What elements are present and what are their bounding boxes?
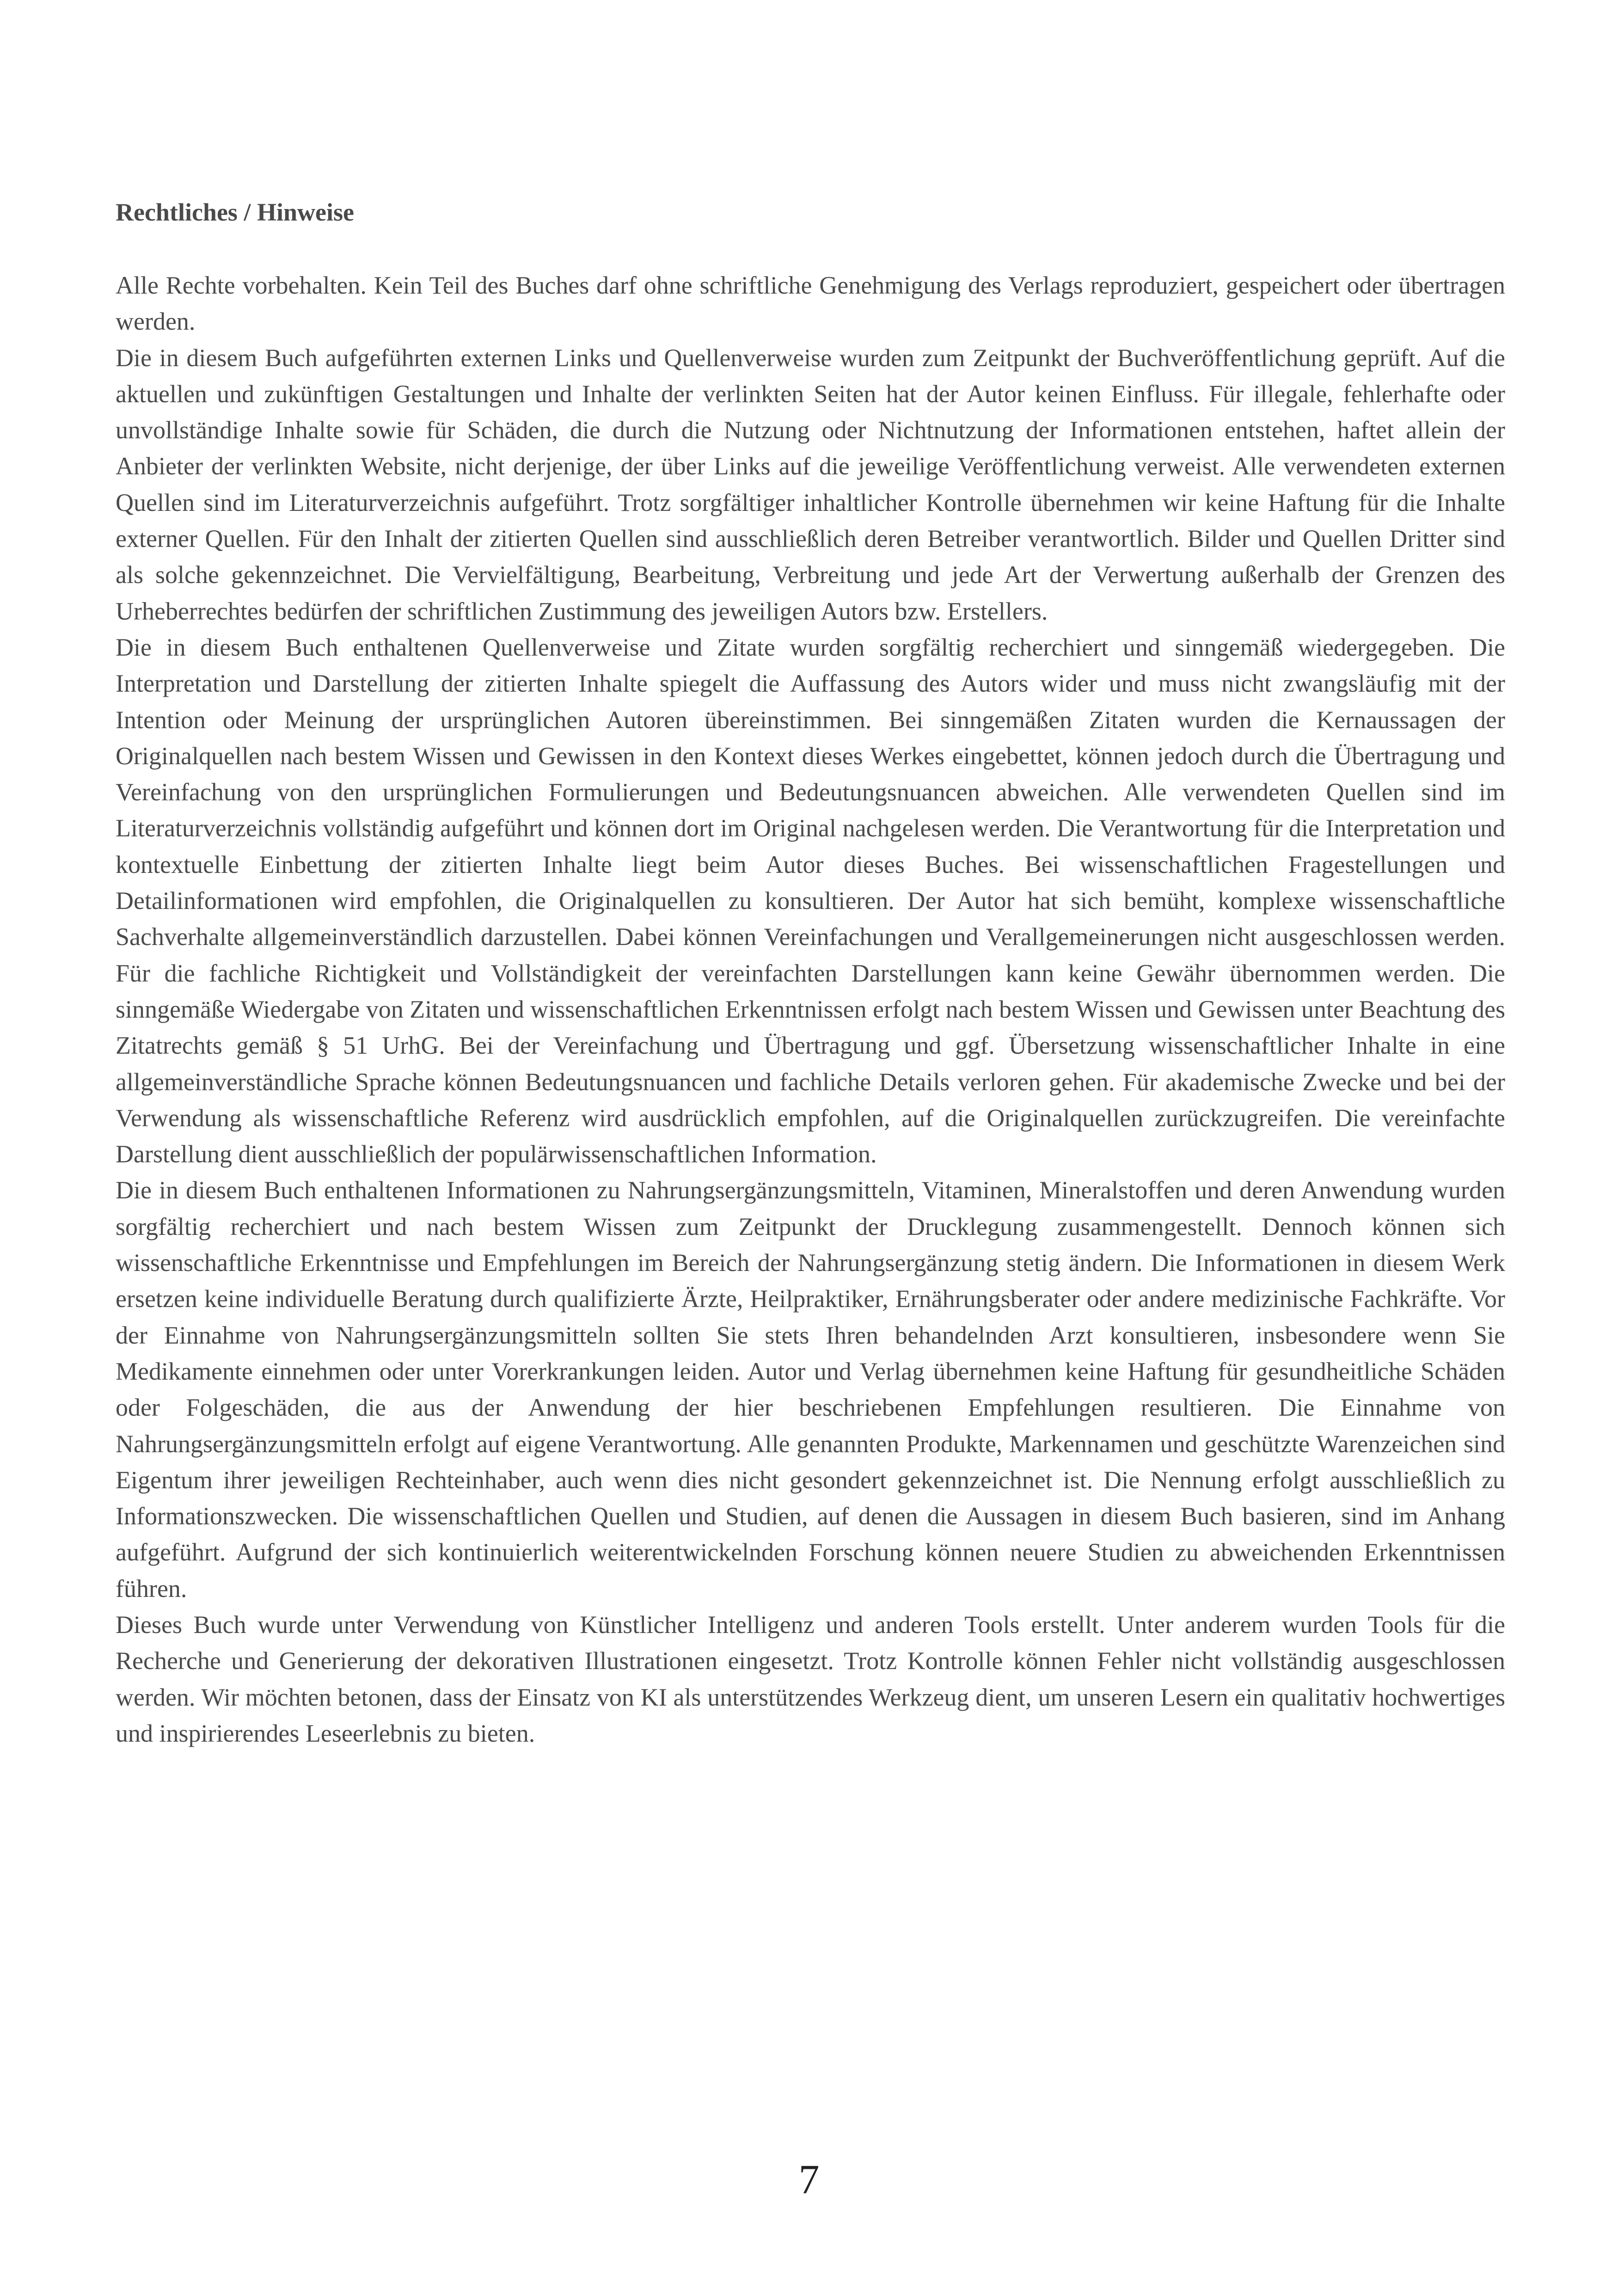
paragraph-external-links: Die in diesem Buch aufgeführten externen Links und Quellenverweise wurden zum Zeitpunkt der Buchveröffentlichung geprüft. Auf die aktuellen und zukünftigen Gestaltungen und Inhalte der verlinkten Seiten hat der Autor keinen Einfluss. Für illegale, fehlerhafte oder unvollständige Inhalte sowie für Schäden, die durch die Nutzung oder Nichtnutzung der Informationen entstehen, haftet allein der Anbieter der verlinkten Website, nicht derjenige, der über Links auf die jeweilige Veröffentlichung verweist. Alle verwendeten externen Quellen sind im Literaturverzeichnis aufgeführt. Trotz sorgfältiger inhaltlicher Kontrolle übernehmen wir keine Haftung für die Inhalte externer Quellen. Für den Inhalt der zitierten Quellen sind ausschließlich deren Betreiber verantwortlich. Bilder und Quellen Dritter sind als solche gekennzeichnet. Die Vervielfältigung, Bearbeitung, Verbreitung und jede Art der Verwertung außerhalb der Grenzen des Urheberrechtes bedürfen der schriftlichen Zustimmung des jeweiligen Autors bzw. Erstellers. [116,344,1505,625]
paragraph-copyright: Alle Rechte vorbehalten. Kein Teil des Buches darf ohne schriftliche Genehmigung des Verlags reproduziert, gespeichert oder übertragen werden. [116,271,1505,336]
page-number: 7 [798,2157,820,2203]
paragraph-ai-notice: Dieses Buch wurde unter Verwendung von Künstlicher Intelligenz und anderen Tools erstellt. Unter anderem wurden Tools für die Recherche und Generierung der dekorativen Illustrationen eingesetzt. Trotz Kontrolle können Fehler nicht vollständig ausgeschlossen werden. Wir möchten betonen, dass der Einsatz von KI als unterstützendes Werkzeug dient, um unseren Lesern ein qualitativ hochwertiges und inspirierendes Leseerlebnis zu bieten. [116,1610,1505,1747]
section-heading: Rechtliches / Hinweise [116,198,354,226]
paragraph-supplements-disclaimer: Die in diesem Buch enthaltenen Informationen zu Nahrungsergänzungsmitteln, Vitaminen, Mineralstoffen und deren Anwendung wurden sorgfältig recherchiert und nach bestem Wissen zum Zeitpunkt der Drucklegung zusammengestellt. Dennoch können sich wissenschaftliche Erkenntnisse und Empfehlungen im Bereich der Nahrungsergänzung stetig ändern. Die Informationen in diesem Werk ersetzen keine individuelle Beratung durch qualifizierte Ärzte, Heilpraktiker, Ernährungsberater oder andere medizinische Fachkräfte. Vor der Einnahme von Nahrungsergänzungsmitteln sollten Sie stets Ihren behandelnden Arzt konsultieren, insbesondere wenn Sie Medikamente einnehmen oder unter Vorerkrankungen leiden. Autor und Verlag übernehmen keine Haftung für gesundheitliche Schäden oder Folgeschäden, die aus der Anwendung der hier beschriebenen Empfehlungen resultieren. Die Einnahme von Nahrungsergänzungsmitteln erfolgt auf eigene Verantwortung. Alle genannten Produkte, Markennamen und geschützte Warenzeichen sind Eigentum ihrer jeweiligen Rechteinhaber, auch wenn dies nicht gesondert gekennzeichnet ist. Die Nennung erfolgt ausschließlich zu Informationszwecken. Die wissenschaftlichen Quellen und Studien, auf denen die Aussagen in diesem Buch basieren, sind im Anhang aufgeführt. Aufgrund der sich kontinuierlich weiterentwickelnden Forschung können neuere Studien zu abweichenden Erkenntnissen führen. [116,1176,1505,1602]
page-content [116,194,1505,1751]
paragraph-citations: Die in diesem Buch enthaltenen Quellenverweise und Zitate wurden sorgfältig recherchiert und sinngemäß wiedergegeben. Die Interpretation und Darstellung der zitierten Inhalte spiegelt die Auffassung des Autors wider und muss nicht zwangsläufig mit der Intention oder Meinung der ursprünglichen Autoren übereinstimmen. Bei sinngemäßen Zitaten wurden die Kernaussagen der Originalquellen nach bestem Wissen und Gewissen in den Kontext dieses Werkes eingebettet, können jedoch durch die Übertragung und Vereinfachung von den ursprünglichen Formulierungen und Bedeutungsnuancen abweichen. Alle verwendeten Quellen sind im Literaturverzeichnis vollständig aufgeführt und können dort im Original nachgelesen werden. Die Verantwortung für die Interpretation und kontextuelle Einbettung der zitierten Inhalte liegt beim Autor dieses Buches. Bei wissenschaftlichen Fragestellungen und Detailinformationen wird empfohlen, die Originalquellen zu konsultieren. Der Autor hat sich bemüht, komplexe wissenschaftliche Sachverhalte allgemeinverständlich darzustellen. Dabei können Vereinfachungen und Verallgemeinerungen nicht ausgeschlossen werden. Für die fachliche Richtigkeit und Vollständigkeit der vereinfachten Darstellungen kann keine Gewähr übernommen werden. Die sinngemäße Wiedergabe von Zitaten und wissenschaftlichen Erkenntnissen erfolgt nach bestem Wissen und Gewissen unter Beachtung des Zitatrechts gemäß § 51 UrhG. Bei der Vereinfachung und Übertragung und ggf. Übersetzung wissenschaftlicher Inhalte in eine allgemeinverständliche Sprache können Bedeutungsnuancen und fachliche Details verloren gehen. Für akademische Zwecke und bei der Verwendung als wissenschaftliche Referenz wird ausdrücklich empfohlen, auf die Originalquellen zurückzugreifen. Die vereinfachte Darstellung dient ausschließlich der populärwissenschaftlichen Information. [116,633,1505,1168]
